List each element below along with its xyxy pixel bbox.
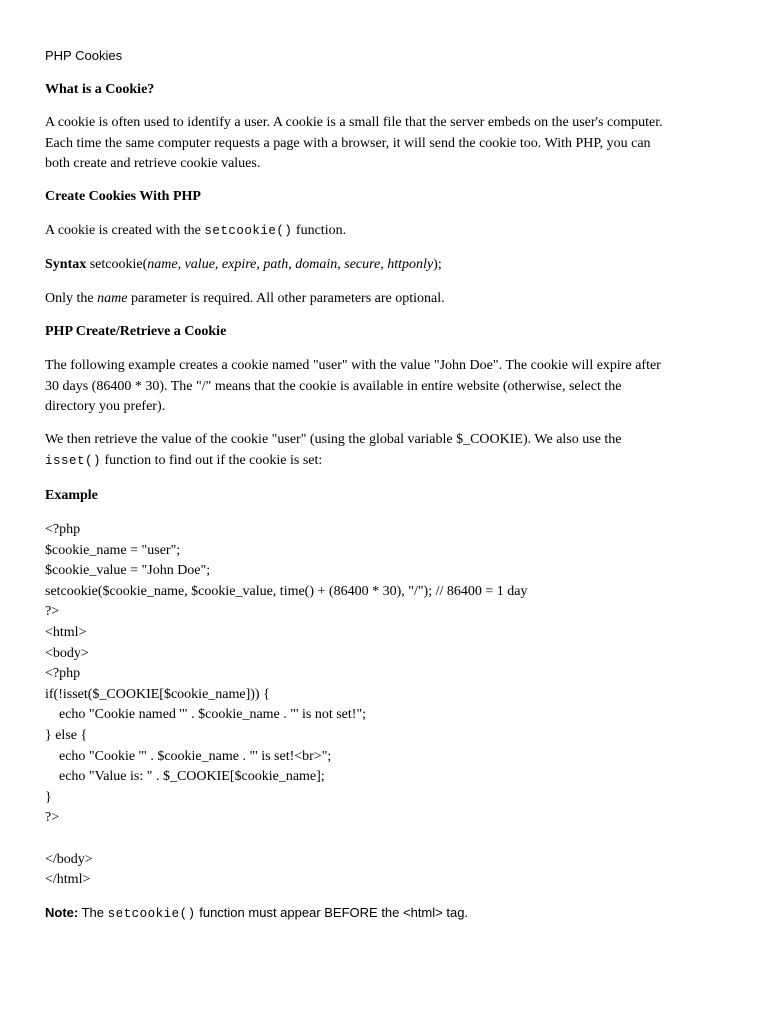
syntax-params: name, value, expire, path, domain, secure, httponly (147, 257, 434, 272)
syntax-close: ); (433, 257, 442, 272)
code-line: } else { (45, 727, 88, 743)
example-desc-line-3: directory you prefer). (45, 399, 166, 414)
only-text-before: Only the (45, 291, 98, 306)
isset-code: isset() (45, 453, 102, 468)
syntax-line (45, 255, 725, 276)
heading-example: Example (45, 488, 98, 503)
code-line: ?> (45, 604, 60, 620)
code-line (45, 829, 528, 850)
code-line: } (45, 789, 52, 805)
create-text-before: A cookie is created with the (45, 223, 205, 238)
code-line: ?> (45, 810, 60, 826)
only-text-after: parameter is required. All other parameters are optional. (127, 291, 445, 306)
code-line: </html> (45, 872, 91, 888)
note-paragraph (45, 903, 468, 924)
example-desc-line-2: 30 days (86400 * 30). The "/" means that the cookie is available in entire website (otherwise, select the (45, 378, 622, 394)
code-line: echo "Cookie '" . $cookie_name . "' is set!<br>"; (45, 748, 332, 764)
create-text-after: function. (292, 223, 347, 238)
name-param: name (97, 291, 128, 306)
retrieve-paragraph (45, 430, 725, 471)
code-line: <body> (45, 645, 89, 661)
syntax-function: setcookie( (86, 257, 148, 272)
heading-create-cookies: Create Cookies With PHP (45, 189, 201, 204)
code-line: </body> (45, 851, 93, 867)
code-line: <html> (45, 624, 87, 640)
code-example (45, 520, 528, 891)
code-line: <?php (45, 522, 81, 537)
setcookie-code: setcookie() (204, 224, 293, 238)
code-line: $cookie_name = "user"; (45, 542, 181, 558)
heading-create-retrieve: PHP Create/Retrieve a Cookie (45, 324, 227, 339)
intro-line-1: A cookie is often used to identify a user. A cookie is a small file that the server embeds on the user's computer. (45, 115, 663, 130)
only-name-paragraph (45, 289, 725, 310)
heading-what-is-cookie: What is a Cookie? (45, 82, 155, 97)
note-setcookie-code: setcookie() (107, 907, 196, 921)
code-line: setcookie($cookie_name, $cookie_value, time() + (86400 * 30), "/"); // 86400 = 1 day (45, 583, 528, 599)
code-line: <?php (45, 666, 81, 682)
code-line: $cookie_value = "John Doe"; (45, 563, 211, 579)
example-desc-line-1: The following example creates a cookie named "user" with the value "John Doe". The cookie will expire after (45, 358, 661, 373)
create-paragraph (45, 221, 725, 242)
code-line: echo "Value is: " . $_COOKIE[$cookie_name]; (45, 769, 325, 785)
document-title: PHP Cookies (45, 48, 123, 63)
note-text-after: function must appear BEFORE the <html> tag. (195, 905, 469, 920)
intro-line-2: Each time the same computer requests a page with a browser, it will send the cookie too. With PHP, you can (45, 135, 651, 151)
retrieve-line-2-text: function to find out if the cookie is set: (101, 452, 323, 468)
retrieve-line-1: We then retrieve the value of the cookie "user" (using the global variable $_COOKIE). We also use the (45, 432, 622, 447)
intro-paragraph (45, 113, 725, 175)
example-description-paragraph (45, 356, 725, 418)
syntax-label: Syntax (45, 257, 87, 272)
code-line: if(!isset($_COOKIE[$cookie_name])) { (45, 686, 270, 702)
code-line: echo "Cookie named '" . $cookie_name . "' is not set!"; (45, 707, 367, 723)
retrieve-line-2 (45, 451, 725, 472)
note-text-before: The (78, 905, 108, 920)
intro-line-3: both create and retrieve cookie values. (45, 156, 261, 171)
note-label: Note: (45, 905, 79, 920)
